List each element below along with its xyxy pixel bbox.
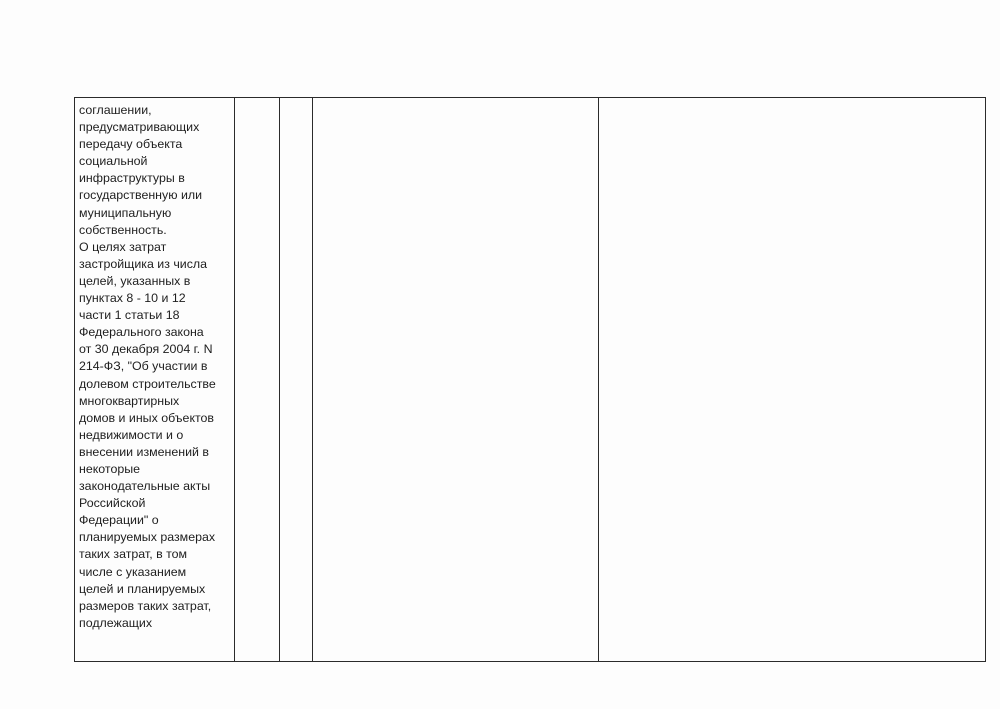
table-cell-empty-3: [313, 98, 599, 662]
text-line: от 30 декабря 2004 г. N: [79, 342, 213, 357]
table-row: [75, 98, 986, 662]
text-line: соглашении,: [79, 103, 152, 117]
text-line: застройщика из числа: [79, 256, 208, 271]
text-line: целей, указанных в: [79, 273, 191, 288]
text-line: некоторые: [79, 461, 141, 476]
text-line: законодательные акты: [79, 479, 211, 494]
text-line: планируемых размерах: [79, 530, 216, 545]
text-line: долевом строительстве: [79, 376, 216, 391]
text-line: 214-ФЗ, "Об участии в: [79, 359, 208, 374]
text-line: Российской: [79, 496, 146, 511]
document-table: [74, 97, 986, 662]
table-cell-empty-2: [280, 98, 313, 662]
text-line: подлежащих: [79, 615, 153, 630]
table-cell-empty-1: [235, 98, 280, 662]
text-line: целей и планируемых: [79, 581, 206, 596]
text-line: собственность.: [79, 222, 167, 237]
text-line: О целях затрат: [79, 239, 167, 254]
text-line: числе с указанием: [79, 564, 187, 579]
text-line: социальной: [79, 154, 148, 169]
text-line: Федерации" о: [79, 513, 159, 528]
text-line: многоквартирных: [79, 393, 180, 408]
text-line: передачу объекта: [79, 137, 183, 152]
text-line: государственную или: [79, 188, 203, 203]
text-line: муниципальную: [79, 205, 172, 220]
text-line: инфраструктуры в: [79, 171, 185, 186]
text-line: части 1 статьи 18: [79, 308, 180, 323]
text-line: предусматривающих: [79, 120, 200, 135]
text-line: внесении изменений в: [79, 444, 209, 459]
text-line: пунктах 8 - 10 и 12: [79, 291, 186, 306]
cell-text-block: [75, 98, 234, 632]
table-cell-empty-4: [599, 98, 986, 662]
text-line: размеров таких затрат,: [79, 598, 212, 613]
text-line: Федерального закона: [79, 325, 204, 340]
text-line: недвижимости и о: [79, 427, 184, 442]
table-cell-description: [75, 98, 235, 662]
text-line: таких затрат, в том: [79, 547, 188, 562]
text-line: домов и иных объектов: [79, 410, 215, 425]
